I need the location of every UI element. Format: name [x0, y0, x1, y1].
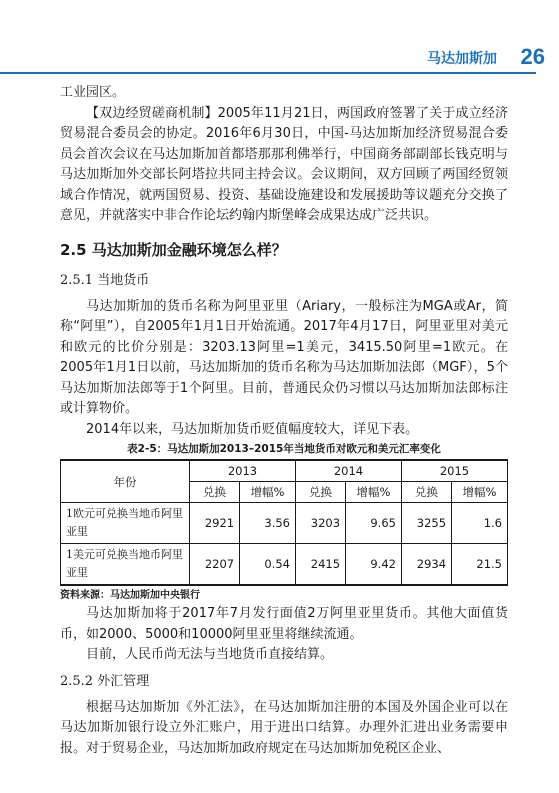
cell: 3255: [401, 503, 451, 544]
sub-exchange-2014: 兑换: [295, 482, 345, 503]
cell: 2415: [295, 544, 345, 586]
year-2013-header: 2013: [190, 460, 296, 482]
cell: 2207: [190, 544, 240, 586]
exchange-rate-table: [60, 459, 508, 586]
row-label-usd: 1美元可兑换当地币阿里亚里: [61, 544, 190, 586]
cell: 0.54: [240, 544, 296, 586]
page-body: [60, 83, 508, 759]
section-heading-2-5: 2.5 马达加斯加金融环境怎么样？: [60, 240, 287, 259]
table-caption: 表2-5：马达加斯加2013–2015年当地货币对欧元和美元汇率变化: [127, 443, 441, 455]
cell: 3.56: [240, 503, 296, 544]
cell: 1.6: [452, 503, 508, 544]
paragraph-currency: 马达加斯加的货币名称为阿里亚里（Ariary，一般标注为MGA或Ar，简称“阿里”），自2005年1月1日开始流通。2017年4月17日，阿里亚里对美元和欧元的比价分别是：3203.13阿里=1美元，3415.50阿里=1欧元。在2005年1月1日以前，马达加斯加的货币名称为马达加斯加法郎（MGF），5个马达加斯加法郎等于1个阿里。目前，普通民众仍习惯以马达加斯加法郎标注或计算物价。: [60, 298, 508, 416]
subsection-heading-2-5-1: 2.5.1 当地货币: [60, 272, 150, 288]
cell: 21.5: [452, 544, 508, 586]
year-header: 年份: [61, 460, 190, 503]
paragraph-continuation: 工业园区。: [60, 85, 126, 100]
paragraph-rmb-settlement: 目前，人民币尚无法与当地货币直接结算。: [86, 647, 334, 662]
paragraph-bilateral-mechanism: 【双边经贸磋商机制】2005年11月21日，两国政府签署了关于成立经济贸易混合委员会的协定。2016年6月30日，中国-马达加斯加经济贸易混合委员会首次会议在马达加斯加首都塔那那利佛举行，中国商务部副部长钱克明与马达加斯加外交部长阿塔拉共同主持会议。会议期间，双方回顾了两国经贸领域合作情况，就两国贸易、投资、基础设施建设和发展援助等议题充分交换了意见，并就落实中非合作论坛约翰内斯堡峰会成果达成广泛共识。: [60, 105, 508, 223]
cell: 2934: [401, 544, 451, 586]
sub-exchange-2013: 兑换: [190, 482, 240, 503]
cell: 3203: [295, 503, 345, 544]
year-2014-header: 2014: [295, 460, 401, 482]
sub-growth-2014: 增幅%: [346, 482, 402, 503]
row-label-eur: 1欧元可兑换当地币阿里亚里: [61, 503, 190, 544]
table-header-row: [61, 460, 508, 482]
table-source: 资料来源：马达加斯加中央银行: [60, 590, 200, 601]
paragraph-depreciation: 2014年以来，马达加斯加货币贬值幅度较大，详见下表。: [86, 421, 419, 437]
cell: 9.42: [346, 544, 402, 586]
cell: 2921: [190, 503, 240, 544]
page-number: 26: [520, 44, 545, 69]
sub-exchange-2015: 兑换: [401, 482, 451, 503]
subsection-heading-2-5-2: 2.5.2 外汇管理: [60, 673, 150, 689]
year-2015-header: 2015: [401, 460, 507, 482]
header-rule: [0, 72, 536, 74]
running-header-title: 马达加斯加: [427, 51, 497, 67]
paragraph-forex: 根据马达加斯加《外汇法》，在马达加斯加注册的本国及外国企业可以在马达加斯加银行设立外汇账户，用于进出口结算。办理外汇进出业务需要申报。对于贸易企业，马达加斯加政府规定在马达加斯加免税区企业、: [60, 699, 508, 756]
sub-growth-2013: 增幅%: [240, 482, 296, 503]
table-row: [61, 503, 508, 544]
sub-growth-2015: 增幅%: [452, 482, 508, 503]
paragraph-new-banknote: 马达加斯加将于2017年7月发行面值2万阿里亚里货币。其他大面值货币，如2000、5000和10000阿里亚里将继续流通。: [60, 606, 508, 642]
cell: 9.65: [346, 503, 402, 544]
table-row: [61, 544, 508, 586]
page-header: [0, 0, 559, 82]
